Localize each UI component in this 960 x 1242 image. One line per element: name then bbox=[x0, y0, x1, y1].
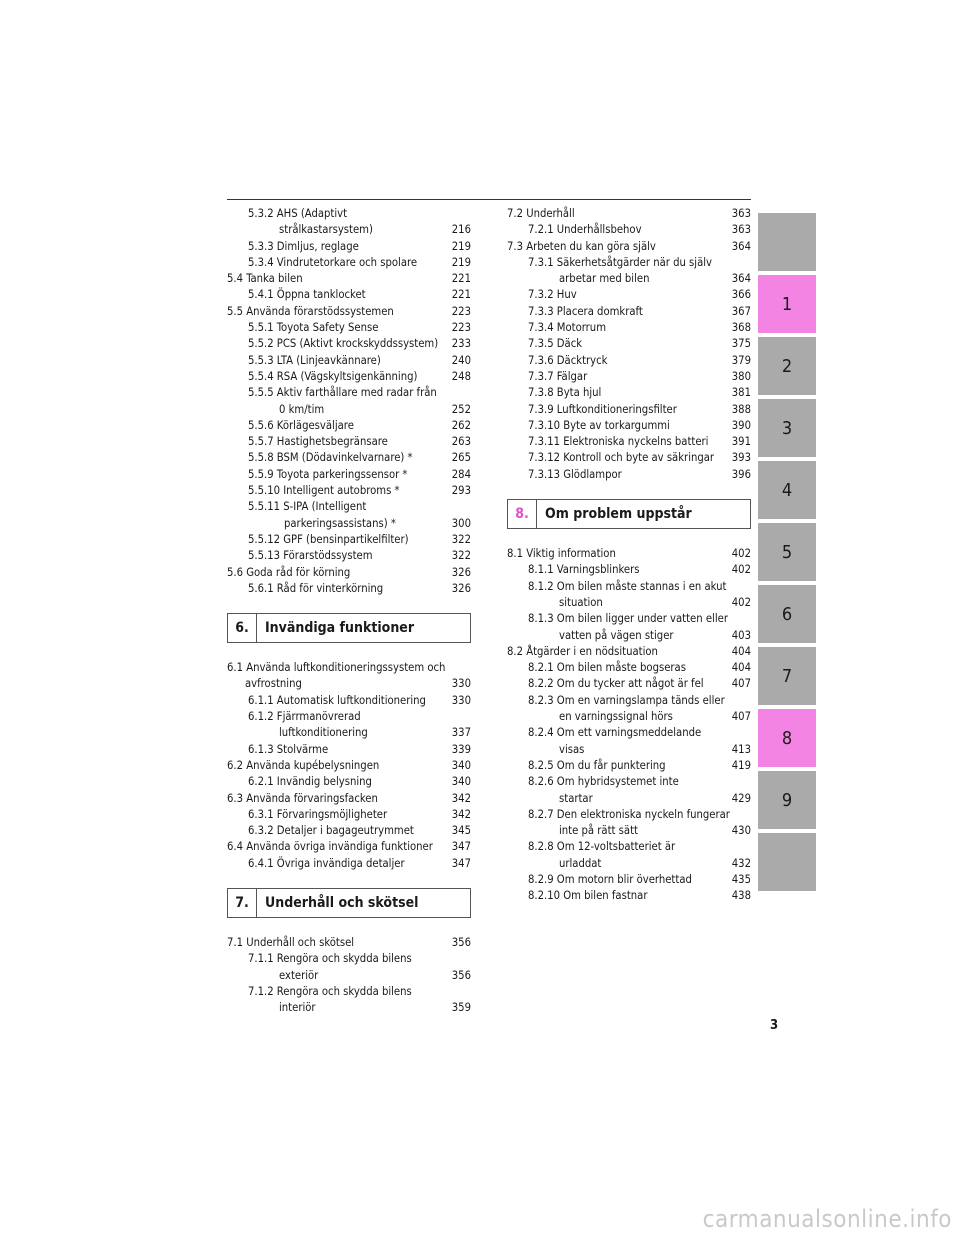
toc-entry[interactable] bbox=[227, 532, 471, 548]
toc-entry-label: 8.2.1 Om bilen måste bogseras bbox=[528, 661, 686, 675]
toc-entry-label: 8.2.4 Om ett varningsmeddelande bbox=[528, 726, 702, 740]
toc-entry-label: 7.1 Underhåll och skötsel bbox=[227, 935, 355, 949]
toc-page-number: 221 bbox=[448, 271, 471, 287]
toc-page-number: 413 bbox=[728, 742, 751, 758]
toc-entry[interactable] bbox=[507, 255, 751, 288]
toc-entry-label-continued: situation bbox=[559, 595, 603, 609]
toc-entry[interactable] bbox=[507, 807, 751, 840]
toc-entry[interactable] bbox=[507, 872, 751, 888]
toc-page-number: 364 bbox=[728, 271, 751, 287]
toc-page-number: 368 bbox=[728, 320, 751, 336]
toc-entry-label: 7.3.5 Däck bbox=[528, 337, 583, 351]
toc-entry-label: 5.5.8 BSM (Dödavinkelvarnare) * bbox=[248, 451, 413, 465]
toc-entry[interactable] bbox=[227, 206, 471, 239]
toc-entry[interactable] bbox=[507, 450, 751, 466]
toc-page-number: 322 bbox=[448, 532, 471, 548]
toc-entry-label: 8.2.2 Om du tycker att något är fel bbox=[528, 677, 704, 691]
toc-page-number: 359 bbox=[448, 1000, 471, 1016]
toc-entry[interactable] bbox=[507, 579, 751, 612]
toc-entry-label: 5.4.1 Öppna tanklocket bbox=[248, 288, 366, 302]
toc-entry[interactable] bbox=[507, 418, 751, 434]
toc-page-number: 340 bbox=[448, 774, 471, 790]
toc-entry[interactable] bbox=[507, 660, 751, 676]
toc-page-number: 402 bbox=[728, 595, 751, 611]
toc-entry-label-continued: inte på rätt sätt bbox=[559, 824, 638, 838]
toc-entry[interactable] bbox=[227, 742, 471, 758]
toc-page-number: 248 bbox=[448, 369, 471, 385]
toc-entry[interactable] bbox=[507, 644, 751, 660]
toc-entry[interactable] bbox=[507, 402, 751, 418]
toc-entry-label: 8.2.5 Om du får punktering bbox=[528, 758, 666, 772]
toc-entry[interactable] bbox=[507, 888, 751, 904]
toc-entry-label: 5.3.3 Dimljus, reglage bbox=[248, 239, 359, 253]
toc-entry-label: 7.3 Arbeten du kan göra själv bbox=[507, 239, 656, 253]
toc-page-number: 419 bbox=[728, 758, 751, 774]
toc-entry-label: 6.2.1 Invändig belysning bbox=[248, 775, 372, 789]
toc-entry[interactable] bbox=[507, 611, 751, 644]
section-heading bbox=[227, 613, 471, 643]
toc-left-column bbox=[227, 206, 471, 1016]
toc-page-number: 396 bbox=[728, 467, 751, 483]
toc-page-number: 262 bbox=[448, 418, 471, 434]
toc-page-number: 375 bbox=[728, 336, 751, 352]
toc-entry-label: 7.3.9 Luftkonditioneringsfilter bbox=[528, 402, 677, 416]
toc-entry-label: 7.3.8 Byta hjul bbox=[528, 386, 602, 400]
toc-entry-label: 5.5.11 S-IPA (Intelligent bbox=[248, 500, 367, 514]
toc-entry-label-continued: urladdat bbox=[559, 856, 602, 870]
toc-page-number: 380 bbox=[728, 369, 751, 385]
toc-page-number: 356 bbox=[448, 935, 471, 951]
toc-entry[interactable] bbox=[227, 239, 471, 255]
toc-entry[interactable] bbox=[227, 255, 471, 271]
toc-entry[interactable] bbox=[227, 774, 471, 790]
page-number: 3 bbox=[770, 1018, 779, 1033]
toc-entry-label: 8.1.1 Varningsblinkers bbox=[528, 563, 640, 577]
section-title: Invändiga funktioner bbox=[265, 620, 415, 637]
toc-entry[interactable] bbox=[507, 434, 751, 450]
toc-page-number: 252 bbox=[448, 402, 471, 418]
chapter-tab[interactable] bbox=[758, 833, 816, 891]
toc-page-number: 356 bbox=[448, 968, 471, 984]
chapter-tab[interactable]: 8 bbox=[758, 709, 816, 767]
toc-entry[interactable] bbox=[507, 774, 751, 807]
toc-entry-label: 8.2.8 Om 12-voltsbatteriet är bbox=[528, 840, 676, 854]
toc-entry-label: 5.4 Tanka bilen bbox=[227, 272, 303, 286]
toc-entry[interactable] bbox=[227, 660, 471, 693]
toc-entry-label: 8.1.2 Om bilen måste stannas i en akut bbox=[528, 579, 727, 593]
toc-entry-label: 5.5.3 LTA (Linjeavkännare) bbox=[248, 353, 381, 367]
toc-entry[interactable] bbox=[507, 239, 751, 255]
toc-entry[interactable] bbox=[227, 304, 471, 320]
toc-page-number: 326 bbox=[448, 565, 471, 581]
watermark: carmanualsonline.info bbox=[702, 1205, 952, 1233]
toc-entry-label: 8.1 Viktig information bbox=[507, 547, 616, 561]
toc-entry-label-continued: luftkonditionering bbox=[279, 726, 368, 740]
toc-entry-label-continued: strålkastarsystem) bbox=[279, 223, 373, 237]
toc-entry-label: 6.3.2 Detaljer i bagageutrymmet bbox=[248, 824, 414, 838]
toc-entry[interactable] bbox=[227, 336, 471, 352]
toc-entry[interactable] bbox=[507, 725, 751, 758]
toc-entry-label: 7.3.6 Däcktryck bbox=[528, 353, 608, 367]
toc-entry[interactable] bbox=[507, 546, 751, 562]
toc-entry-label: 5.5.13 Förarstödssystem bbox=[248, 549, 373, 563]
toc-entry[interactable] bbox=[507, 304, 751, 320]
toc-entry-label-continued: avfrostning bbox=[245, 677, 302, 691]
toc-page-number: 402 bbox=[728, 562, 751, 578]
chapter-tab[interactable]: 4 bbox=[758, 461, 816, 519]
toc-entry[interactable] bbox=[507, 287, 751, 303]
toc-page-number: 393 bbox=[728, 450, 751, 466]
toc-page-number: 407 bbox=[728, 676, 751, 692]
toc-entry-label: 6.2 Använda kupébelysningen bbox=[227, 758, 380, 772]
toc-entry-label: 5.3.4 Vindrutetorkare och spolare bbox=[248, 255, 418, 269]
toc-page-number: 366 bbox=[728, 287, 751, 303]
toc-entry-label: 7.3.10 Byte av torkargummi bbox=[528, 418, 670, 432]
toc-entry-label: 7.2.1 Underhållsbehov bbox=[528, 223, 642, 237]
toc-page-number: 435 bbox=[728, 872, 751, 888]
toc-entry[interactable] bbox=[507, 320, 751, 336]
toc-page-number: 340 bbox=[448, 758, 471, 774]
toc-entry-label: 5.5 Använda förarstödssystemen bbox=[227, 304, 394, 318]
toc-entry-label: 8.2.9 Om motorn blir överhettad bbox=[528, 872, 692, 886]
toc-entry[interactable] bbox=[227, 467, 471, 483]
toc-right-column bbox=[507, 206, 751, 905]
chapter-tab[interactable]: 1 bbox=[758, 275, 816, 333]
toc-page-number: 300 bbox=[448, 516, 471, 532]
chapter-tabs bbox=[758, 213, 816, 895]
toc-entry-label: 5.5.7 Hastighetsbegränsare bbox=[248, 435, 388, 449]
toc-entry-label: 6.4.1 Övriga invändiga detaljer bbox=[248, 856, 405, 870]
toc-entry[interactable] bbox=[507, 353, 751, 369]
toc-entry[interactable] bbox=[507, 676, 751, 692]
toc-entry-label: 6.1 Använda luftkonditioneringssystem och bbox=[227, 661, 446, 675]
section-number: 7. bbox=[228, 889, 257, 917]
toc-page-number: 432 bbox=[728, 856, 751, 872]
toc-entry[interactable] bbox=[227, 369, 471, 385]
toc-entry[interactable] bbox=[227, 823, 471, 839]
section-heading bbox=[227, 888, 471, 918]
toc-entry-label: 5.3.2 AHS (Adaptivt bbox=[248, 207, 348, 220]
toc-entry[interactable] bbox=[507, 839, 751, 872]
toc-entry-label: 7.3.12 Kontroll och byte av säkringar bbox=[528, 451, 715, 465]
toc-entry-label: 5.5.10 Intelligent autobroms * bbox=[248, 484, 400, 498]
toc-page-number: 402 bbox=[728, 546, 751, 562]
toc-entry[interactable] bbox=[227, 839, 471, 855]
toc-entry-label: 5.5.1 Toyota Safety Sense bbox=[248, 321, 379, 335]
toc-entry[interactable] bbox=[227, 418, 471, 434]
toc-entry-label: 6.1.1 Automatisk luftkonditionering bbox=[248, 693, 426, 707]
toc-page-number: 342 bbox=[448, 807, 471, 823]
toc-entry[interactable] bbox=[227, 935, 471, 951]
toc-page-number: 337 bbox=[448, 725, 471, 741]
toc-entry-label: 7.3.4 Motorrum bbox=[528, 321, 606, 335]
toc-entry-label: 8.1.3 Om bilen ligger under vatten eller bbox=[528, 612, 728, 626]
toc-entry[interactable] bbox=[507, 336, 751, 352]
toc-page-number: 363 bbox=[728, 206, 751, 222]
toc-page-number: 216 bbox=[448, 222, 471, 238]
toc-entry-label-continued: arbetar med bilen bbox=[559, 272, 650, 286]
toc-page-number: 330 bbox=[448, 676, 471, 692]
toc-page-number: 364 bbox=[728, 239, 751, 255]
toc-page-number: 233 bbox=[448, 336, 471, 352]
toc-entry-label: 7.3.13 Glödlampor bbox=[528, 467, 622, 481]
toc-entry[interactable] bbox=[507, 562, 751, 578]
toc-entry[interactable] bbox=[507, 369, 751, 385]
chapter-tab[interactable] bbox=[758, 213, 816, 271]
toc-page-number: 265 bbox=[448, 450, 471, 466]
toc-entry-label-continued: vatten på vägen stiger bbox=[559, 628, 674, 642]
toc-entry[interactable] bbox=[507, 222, 751, 238]
toc-entry[interactable] bbox=[227, 434, 471, 450]
toc-entry[interactable] bbox=[227, 548, 471, 564]
toc-entry[interactable] bbox=[227, 807, 471, 823]
toc-page-number: 223 bbox=[448, 320, 471, 336]
toc-page-number: 347 bbox=[448, 856, 471, 872]
toc-entry[interactable] bbox=[227, 287, 471, 303]
toc-entry[interactable] bbox=[227, 353, 471, 369]
toc-entry-label: 8.2 Åtgärder i en nödsituation bbox=[507, 644, 658, 658]
toc-page-number: 367 bbox=[728, 304, 751, 320]
section-title: Om problem uppstår bbox=[545, 506, 692, 523]
toc-entry[interactable] bbox=[227, 984, 471, 1017]
section-number: 8. bbox=[508, 500, 537, 528]
chapter-tab[interactable]: 2 bbox=[758, 337, 816, 395]
toc-entry-label: 5.5.6 Körlägesväljare bbox=[248, 418, 354, 432]
toc-page-number: 430 bbox=[728, 823, 751, 839]
toc-entry-label: 5.5.2 PCS (Aktivt krockskyddssystem) bbox=[248, 337, 439, 351]
toc-entry-label: 7.3.3 Placera domkraft bbox=[528, 304, 643, 318]
toc-page-number: 219 bbox=[448, 239, 471, 255]
toc-page-number: 322 bbox=[448, 548, 471, 564]
toc-entry[interactable] bbox=[507, 206, 751, 222]
toc-page-number: 388 bbox=[728, 402, 751, 418]
toc-entry[interactable] bbox=[227, 693, 471, 709]
toc-entry-label: 5.5.9 Toyota parkeringssensor * bbox=[248, 467, 408, 481]
toc-entry[interactable] bbox=[227, 499, 471, 532]
section-title: Underhåll och skötsel bbox=[265, 894, 419, 911]
section-number: 6. bbox=[228, 614, 257, 642]
toc-entry-label: 7.2 Underhåll bbox=[507, 207, 575, 220]
toc-entry[interactable] bbox=[227, 320, 471, 336]
toc-entry[interactable] bbox=[507, 467, 751, 483]
toc-page-number: 223 bbox=[448, 304, 471, 320]
toc-entry-label: 7.3.7 Fälgar bbox=[528, 369, 588, 383]
toc-entry-label: 7.3.2 Huv bbox=[528, 288, 577, 302]
toc-entry-label: 7.1.1 Rengöra och skydda bilens bbox=[248, 952, 412, 966]
chapter-tab[interactable]: 9 bbox=[758, 771, 816, 829]
toc-page-number: 284 bbox=[448, 467, 471, 483]
toc-entry-label: 8.2.10 Om bilen fastnar bbox=[528, 889, 648, 903]
toc-entry-label: 5.6 Goda råd för körning bbox=[227, 565, 351, 579]
toc-entry[interactable] bbox=[227, 856, 471, 872]
toc-page-number: 221 bbox=[448, 287, 471, 303]
toc-page-number: 326 bbox=[448, 581, 471, 597]
toc-entry[interactable] bbox=[507, 693, 751, 726]
toc-entry-label: 8.2.3 Om en varningslampa tänds eller bbox=[528, 693, 725, 707]
toc-entry[interactable] bbox=[227, 581, 471, 597]
toc-page-number: 403 bbox=[728, 628, 751, 644]
toc-page-number: 330 bbox=[448, 693, 471, 709]
toc-entry-label: 8.2.6 Om hybridsystemet inte bbox=[528, 775, 679, 789]
toc-page-number: 345 bbox=[448, 823, 471, 839]
toc-entry-label-continued: parkeringsassistans) * bbox=[284, 516, 396, 530]
toc-entry[interactable] bbox=[227, 791, 471, 807]
toc-page-number: 347 bbox=[448, 839, 471, 855]
toc-page-number: 404 bbox=[728, 644, 751, 660]
toc-page-number: 379 bbox=[728, 353, 751, 369]
toc-entry-label-continued: interiör bbox=[279, 1001, 316, 1015]
toc-page-number: 391 bbox=[728, 434, 751, 450]
toc-entry-label: 6.1.2 Fjärrmanövrerad bbox=[248, 710, 361, 724]
toc-entry[interactable] bbox=[227, 450, 471, 466]
toc-entry-label-continued: exteriör bbox=[279, 968, 319, 982]
toc-page-number: 390 bbox=[728, 418, 751, 434]
toc-page-number: 363 bbox=[728, 222, 751, 238]
toc-entry-label: 6.1.3 Stolvärme bbox=[248, 742, 329, 756]
toc-page-number: 438 bbox=[728, 888, 751, 904]
toc-entry[interactable] bbox=[227, 951, 471, 984]
chapter-tab[interactable]: 3 bbox=[758, 399, 816, 457]
toc-entry[interactable] bbox=[507, 758, 751, 774]
toc-entry-label-continued: en varningssignal hörs bbox=[559, 710, 673, 724]
toc-entry-label: 5.6.1 Råd för vinterkörning bbox=[248, 581, 384, 595]
toc-entry[interactable] bbox=[227, 709, 471, 742]
toc-entry-label: 7.1.2 Rengöra och skydda bilens bbox=[248, 984, 412, 998]
toc-entry[interactable] bbox=[507, 385, 751, 401]
toc-page-number: 342 bbox=[448, 791, 471, 807]
toc-entry[interactable] bbox=[227, 565, 471, 581]
toc-entry-label: 7.3.11 Elektroniska nyckelns batteri bbox=[528, 435, 709, 449]
toc-entry-label-continued: visas bbox=[559, 742, 585, 756]
toc-entry-label-continued: startar bbox=[559, 791, 593, 805]
chapter-tab[interactable]: 6 bbox=[758, 585, 816, 643]
toc-entry[interactable] bbox=[227, 758, 471, 774]
chapter-tab[interactable]: 7 bbox=[758, 647, 816, 705]
toc-page-number: 381 bbox=[728, 385, 751, 401]
toc-entry-label: 6.4 Använda övriga invändiga funktioner bbox=[227, 840, 433, 854]
toc-entry-label: 5.5.12 GPF (bensinpartikelfilter) bbox=[248, 532, 409, 546]
section-heading bbox=[507, 499, 751, 529]
toc-entry-label: 5.5.4 RSA (Vägskyltsigenkänning) bbox=[248, 369, 418, 383]
top-rule bbox=[227, 199, 751, 200]
toc-entry-label: 5.5.5 Aktiv farthållare med radar från bbox=[248, 386, 437, 400]
toc-entry-label: 8.2.7 Den elektroniska nyckeln fungerar bbox=[528, 807, 730, 821]
toc-page-number: 219 bbox=[448, 255, 471, 271]
toc-entry-label: 6.3 Använda förvaringsfacken bbox=[227, 791, 378, 805]
toc-page-number: 293 bbox=[448, 483, 471, 499]
toc-page-number: 407 bbox=[728, 709, 751, 725]
toc-page-number: 429 bbox=[728, 791, 751, 807]
chapter-tab[interactable]: 5 bbox=[758, 523, 816, 581]
toc-entry-label-continued: 0 km/tim bbox=[279, 402, 325, 416]
toc-page-number: 240 bbox=[448, 353, 471, 369]
toc-page-number: 263 bbox=[448, 434, 471, 450]
toc-entry[interactable] bbox=[227, 271, 471, 287]
toc-page-number: 339 bbox=[448, 742, 471, 758]
toc-entry[interactable] bbox=[227, 483, 471, 499]
toc-entry[interactable] bbox=[227, 385, 471, 418]
toc-entry-label: 6.3.1 Förvaringsmöjligheter bbox=[248, 807, 388, 821]
toc-page-number: 404 bbox=[728, 660, 751, 676]
toc-entry-label: 7.3.1 Säkerhetsåtgärder när du själv bbox=[528, 255, 713, 269]
